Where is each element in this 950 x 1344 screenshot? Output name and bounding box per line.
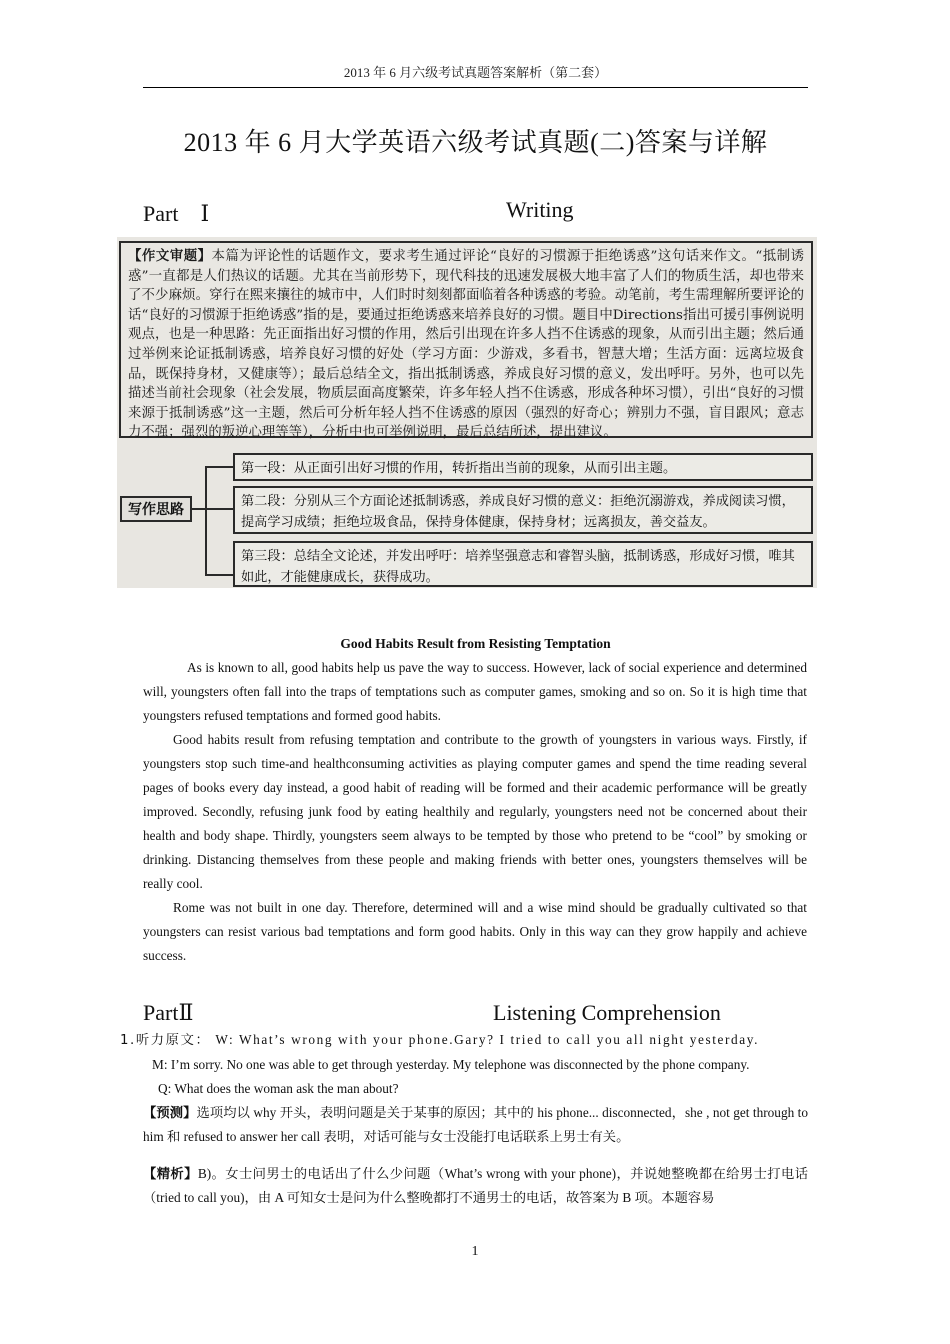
outline-step-2: 第二段：分别从三个方面论述抵制诱惑，养成良好习惯的意义：拒绝沉溺游戏，养成阅读习惯，提高学习成绩；拒绝垃圾食品，保持身体健康，保持身材；远离损友，善交益友。 <box>233 486 813 534</box>
essay-paragraph-1: As is known to all, good habits help us pave the way to success. However, lack of social experience and determined will, youngsters often fall into the traps of temptations such as computer games, smoking and so on. So it is high time that youngsters refused temptations and formed good habits. <box>143 660 807 723</box>
prediction-note <box>120 1101 808 1149</box>
outline-label: 写作思路 <box>120 496 192 522</box>
part-1-title: Writing <box>506 197 574 222</box>
part-1-number: Part Ⅰ <box>143 201 210 226</box>
essay-body <box>143 656 807 968</box>
analysis-note <box>120 1162 808 1210</box>
essay-review-box <box>119 241 813 441</box>
outline-branch-2 <box>205 508 233 510</box>
transcript-line-w <box>120 1028 808 1053</box>
outline-connector <box>192 508 206 510</box>
part-2-number: PartⅡ <box>143 1000 194 1025</box>
running-header: 2013 年 6 月六级考试真题答案解析（第二套） <box>143 62 808 88</box>
outline-step-3: 第三段：总结全文论述，并发出呼吁：培养坚强意志和睿智头脑，抵制诱惑，形成好习惯，唯其如此，才能健康成长，获得成功。 <box>233 541 813 587</box>
essay-paragraph-3: Rome was not built in one day. Therefore, determined will and a wise mind should be gradually cultivated so that youngsters can resist various bad temptations and form good habits. Only in this way can they grow happily and achieve success. <box>143 900 807 963</box>
page-number: 1 <box>471 1244 479 1259</box>
essay-title: Good Habits Result from Resisting Temptation <box>340 636 611 651</box>
part-2-title: Listening Comprehension <box>493 1000 721 1025</box>
outline-branch-line <box>205 466 207 575</box>
analysis-text: B)。女士问男士的电话出了什么少问题（What’s wrong with your phone)，并说她整晚都在给男士打电话（tried to call you)，由 A 可知女士是问为什么整晚都打不通男士的电话，故答案为 B 项。本题容易 <box>143 1166 809 1205</box>
outline-step-1: 第一段：从正面引出好习惯的作用，转折指出当前的现象，从而引出主题。 <box>233 453 813 481</box>
prediction-text: 选项均以 why 开头，表明问题是关于某事的原因；其中的 his phone... disconnected，she , not get through to him 和 refused to answer her call 表明，对话可能与女士没能打电话联系上男士有关。 <box>143 1105 809 1144</box>
review-label: 【作文审题】 <box>128 248 212 264</box>
essay-paragraph-2: Good habits result from refusing temptation and contribute to the growth of youngsters in various ways. Firstly, if youngsters stop such time-and healthconsuming activities as playing computer games and spend the time reading several pages of books every day instead, a good habit of reading will be formed and their academic performance will be greatly improved. Secondly, refusing junk food by eating healthily and regularly, youngsters need not be concerned about their health and body shape. Thirdly, youngsters seem always to be tempted by those who pretend to be “cool” by smoking or drinking. Distancing themselves from these people and making friends with better ones, youngsters themselves will be really cool. <box>143 732 807 891</box>
question-number: 1. <box>120 1033 136 1048</box>
review-text: 本篇为评论性的话题作文，要求考生通过评论“良好的习惯源于拒绝诱惑”这句话来作文。“抵制诱惑”一直都是人们热议的话题。尤其在当前形势下，现代科技的迅速发展极大地丰富了人们的物质生活，却也带来了不少麻烦。穿行在熙来攘往的城市中，人们时时刻刻都面临着各种诱惑的考验。动笔前，考生需理解所要评论的话“良好的习惯源于拒绝诱惑”指的是，要通过拒绝诱惑来培养良好的习惯。题目中Directions指出可援引事例说明观点，也是一种思路：先正面指出好习惯的作用，然后引出现在许多人挡不住诱惑的现象，从而引出主题；然后通过举例来论证抵制诱惑，培养良好习惯的好处（学习方面：少游戏，多看书，智慧大增；生活方面：远离垃圾食品，既保持身材，又健康等）；最后总结全文，指出抵制诱惑，养成良好习惯的意义，发出呼吁。另外，也可以先描述当前社会现象（社会发展，物质层面高度繁荣，许多年轻人挡不住诱惑，形成各种坏习惯），引出“良好的习惯来源于抵制诱惑”这一主题，然后可分析年轻人挡不住诱惑的原因（强烈的好奇心；辨别力不强，盲目跟风；意志力不强；强烈的叛逆心理等等），分析中也可举例说明，最后总结所述，提出建议。 <box>128 249 804 441</box>
document-title: 2013 年 6 月大学英语六级考试真题(二)答案与详解 <box>183 128 768 157</box>
outline-branch-3 <box>205 574 233 576</box>
question-1 <box>120 1028 808 1210</box>
analysis-tag: 【精析】 <box>143 1166 198 1181</box>
transcript-line-q: Q: What does the woman ask the man about? <box>158 1081 399 1096</box>
transcript-w: W: What’s wrong with your phone.Gary? I tried to call you all night yesterday. <box>215 1032 760 1047</box>
outline-branch-1 <box>205 466 233 468</box>
transcript-label: 听力原文： <box>135 1033 211 1048</box>
scanned-analysis-panel <box>117 237 817 588</box>
transcript-line-m: M: I’m sorry. No one was able to get through yesterday. My telephone was disconnected by the phone company. <box>152 1057 750 1072</box>
prediction-tag: 【预测】 <box>143 1105 197 1120</box>
